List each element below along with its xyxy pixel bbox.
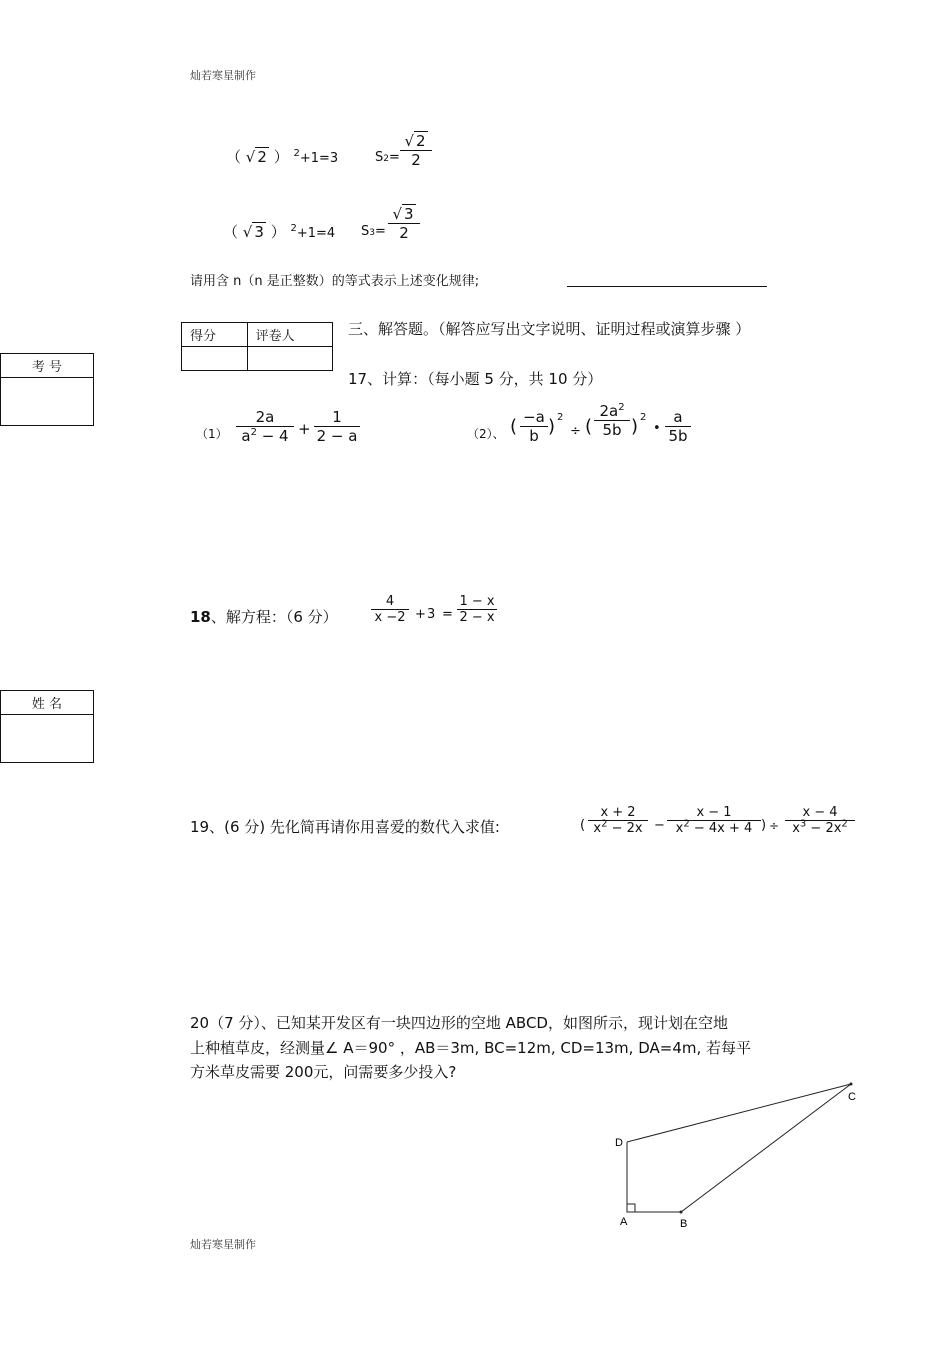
section-3-title: 三、解答题。（解答应写出文字说明、证明过程或演算步骤 ） <box>348 320 751 338</box>
open-paren: （ <box>226 148 242 166</box>
q18-fraction-1: 4 x −2 <box>371 594 409 625</box>
vertex-b-dot <box>680 1211 683 1214</box>
grader-header: 评卷人 <box>247 323 332 347</box>
pattern-question: 请用含 n（n 是正整数）的等式表示上述变化规律; <box>190 274 480 289</box>
score-header: 得分 <box>182 323 248 347</box>
q20-line-2: 上种植草皮，经测量∠ A＝90° ，AB＝3m, BC=12m, CD=13m, DA=4m, 若每平 <box>190 1039 752 1057</box>
q19-lparen: ( <box>580 818 586 833</box>
q20-line-1: 20（7 分）、已知某开发区有一块四边形的空地 ABCD，如图所示，现计划在空地 <box>190 1014 728 1032</box>
q17-p2-exp1: 2 <box>557 412 564 423</box>
q19-minus: − <box>654 818 665 833</box>
vertex-d-label: D <box>615 1137 623 1149</box>
q17-p2-divide: ÷ <box>570 424 581 439</box>
q17-p2-dot: • <box>653 421 661 436</box>
q17-p2-lparen: ( <box>510 416 518 437</box>
q17-p2-exp2: 2 <box>640 412 647 423</box>
q19-fraction-2: x − 1 $x^2 - 4x + 4$ <box>667 805 761 836</box>
s3-label: S3= <box>361 224 386 239</box>
vertex-a-label: A <box>620 1216 628 1228</box>
q19-fraction-1: x + 2 $x^2 - 2x$ <box>588 805 648 836</box>
header-maker: 灿若寒星制作 <box>190 69 256 82</box>
s2-label: S2= <box>375 150 400 165</box>
q17-title: 17、计算：（每小题 5 分，共 10 分） <box>348 370 603 388</box>
q18-three: 3 <box>427 607 436 622</box>
q17-p2-fraction-1: −a b <box>520 408 548 445</box>
footer-maker: 灿若寒星制作 <box>190 1238 256 1251</box>
q18-fraction-2: 1 − x 2 − x <box>457 594 497 625</box>
q17-part2-label: （2）、 <box>467 427 505 441</box>
q19-rparen: ) <box>761 818 767 833</box>
answer-blank <box>567 286 767 287</box>
q17-p2-rparen2: ) <box>631 416 639 437</box>
score-table <box>181 322 333 371</box>
q17-p2-lparen2: ( <box>585 416 593 437</box>
q19-fraction-3: x − 4 $x^3 - 2x^2$ <box>785 805 855 836</box>
s2-fraction: √ 2 2 <box>400 132 432 169</box>
sqrt-3: √ 3 <box>242 223 264 241</box>
exam-number-cell[interactable] <box>1 378 94 426</box>
sqrt-2: √ 2 <box>245 148 267 166</box>
name-label: 姓 名 <box>1 691 94 715</box>
s3-fraction: √ 3 2 <box>388 205 420 242</box>
q18-title: 18、解方程：（6 分） <box>190 608 338 626</box>
pattern-row-2: （ √ 2 ） $^2$+1=3 <box>226 148 339 166</box>
q18-plus: + <box>415 607 426 622</box>
q17-p2-rparen: ) <box>548 416 556 437</box>
name-cell[interactable] <box>1 715 94 763</box>
vertex-c-label: C <box>848 1091 856 1103</box>
name-box <box>0 690 94 763</box>
q17-p1-fraction-1: 2a $a^2 - 4$ <box>236 408 294 445</box>
vertex-b-label: B <box>680 1218 688 1230</box>
q17-p1-plus: + <box>298 420 311 438</box>
vertex-c-dot <box>850 1083 853 1086</box>
pattern-row-3: （ √ 3 ） $^2$+1=4 <box>223 223 336 241</box>
q17-p2-fraction-3: a 5b <box>665 408 691 445</box>
q17-p2-fraction-2: $2a^2$ 5b <box>594 402 630 439</box>
q17-part1-label: （1） <box>196 427 228 441</box>
q18-equals: = <box>442 607 453 622</box>
right-angle-mark <box>627 1204 635 1212</box>
score-cell[interactable] <box>182 347 248 371</box>
exam-number-box <box>0 353 94 426</box>
q19-divide: ÷ <box>769 819 780 833</box>
q19-title: 19、(6 分) 先化简再请你用喜爱的数代入求值: <box>190 818 500 836</box>
exam-number-label: 考 号 <box>1 354 94 378</box>
q20-line-3: 方米草皮需要 200元，问需要多少投入? <box>190 1063 457 1081</box>
quadrilateral-abcd <box>627 1084 851 1212</box>
quadrilateral-figure <box>600 1075 870 1235</box>
q17-p1-fraction-2: 1 2 − a <box>314 408 360 445</box>
grader-cell[interactable] <box>247 347 332 371</box>
close-paren: ） <box>273 148 289 166</box>
